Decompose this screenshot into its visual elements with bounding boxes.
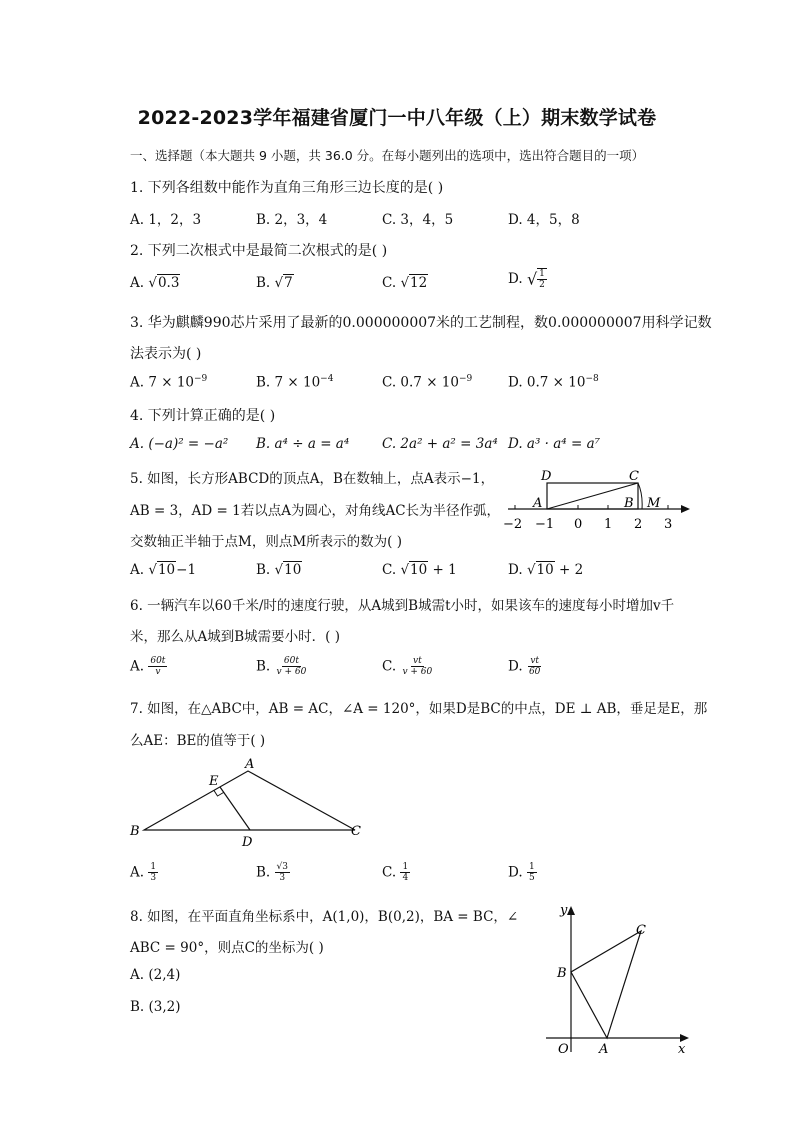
origin-label-o: O bbox=[558, 1042, 569, 1057]
axis-label-x: x bbox=[678, 1042, 686, 1057]
radicand: 0.3 bbox=[157, 275, 180, 291]
sqrt-symbol: √10 bbox=[400, 562, 428, 578]
question-1-option-a[interactable]: A. 1，2，3 bbox=[130, 212, 202, 228]
question-3-option-c[interactable]: C. $0.7 \times 10^{-9}$ bbox=[382, 374, 473, 391]
section-heading: 一、选择题（本大题共 9 小题，共 36.0 分。在每小题列出的选项中，选出符合题目的一项） bbox=[130, 148, 645, 163]
fraction: $\frac{vt}{v + 60}$ bbox=[402, 656, 433, 677]
arc bbox=[638, 483, 642, 509]
question-5-stem-line3: 交数轴正半轴于点M，则点M所表示的数为( ) bbox=[130, 534, 402, 550]
question-2-stem: 2. 下列二次根式中是最简二次根式的是( ) bbox=[130, 243, 388, 259]
page-title: 2022-2023学年福建省厦门一中八年级（上）期末数学试卷 bbox=[137, 107, 657, 129]
question-6-option-a[interactable]: A. $\frac{60t}{v}$ bbox=[130, 656, 166, 677]
option-label: B. bbox=[256, 275, 271, 291]
question-8-option-b[interactable]: B. (3,2) bbox=[130, 999, 181, 1015]
question-8-stem-line1: 8. 如图，在平面直角坐标系中，A(1,0)，B(0,2)，BA = BC，∠ bbox=[130, 909, 519, 925]
fraction: $\frac{60t}{v}$ bbox=[150, 656, 166, 677]
option-label: A. bbox=[130, 275, 145, 291]
arrow-icon bbox=[567, 906, 575, 915]
tick-label: −2 bbox=[503, 517, 523, 532]
axis-label-y: y bbox=[560, 903, 568, 918]
question-6-option-b[interactable]: B. $\frac{60t}{v + 60}$ bbox=[256, 656, 307, 677]
radicand: 7 bbox=[284, 275, 293, 291]
point-label-m: M bbox=[647, 496, 661, 511]
question-5-option-b[interactable]: B. √10 bbox=[256, 562, 302, 578]
question-2-option-b[interactable] bbox=[256, 275, 294, 291]
point-label-a: A bbox=[533, 496, 543, 511]
question-2-option-a[interactable] bbox=[130, 275, 180, 291]
arrow-icon bbox=[681, 505, 690, 513]
point-label-c: C bbox=[629, 469, 639, 484]
question-6-stem-line1: 6. 一辆汽车以60千米/时的速度行驶，从A城到B城需t小时，如果该车的速度每小时增加v千 bbox=[130, 598, 675, 614]
radicand: 12 bbox=[410, 275, 428, 291]
fraction: $\frac{1}{3}$ bbox=[150, 862, 157, 883]
question-7-option-d[interactable]: D. $\frac{1}{5}$ bbox=[508, 862, 535, 883]
question-6-option-c[interactable]: C. $\frac{vt}{v + 60}$ bbox=[382, 656, 433, 677]
question-7-option-c[interactable]: C. $\frac{1}{4}$ bbox=[382, 862, 409, 883]
sqrt-symbol: √10 bbox=[274, 562, 302, 578]
question-6-stem-line2: 米，那么从A城到B城需要小时．( ) bbox=[130, 629, 340, 645]
arrow-icon bbox=[680, 1034, 689, 1042]
question-3-stem-line2: 法表示为( ) bbox=[130, 346, 202, 362]
question-7-option-b[interactable]: B. $\frac{√3}{3}$ bbox=[256, 862, 288, 883]
question-5-option-a[interactable]: A. √10−1 bbox=[130, 562, 197, 578]
question-4-option-b[interactable]: B. a⁴ ÷ a = a⁴ bbox=[256, 436, 350, 452]
sqrt-symbol: √ bbox=[526, 269, 538, 289]
tick-label: 1 bbox=[604, 517, 613, 532]
fraction: $\frac{1}{4}$ bbox=[402, 862, 409, 883]
question-4-option-d[interactable]: D. a³ · a⁴ = a⁷ bbox=[508, 436, 601, 452]
question-3-stem-line1: 3. 华为麒麟990芯片采用了最新的0.000000007米的工艺制程，数0.000000007用科学记数 bbox=[130, 315, 712, 331]
question-2-option-d[interactable] bbox=[508, 268, 547, 290]
triangle-abc bbox=[571, 931, 641, 1038]
point-label-b: B bbox=[557, 966, 567, 981]
question-6-option-d[interactable]: D. $\frac{vt}{60}$ bbox=[508, 656, 541, 677]
sqrt-symbol: √12 bbox=[400, 275, 428, 291]
number-line-rectangle-figure bbox=[500, 466, 696, 536]
point-label-b: B bbox=[130, 824, 140, 839]
question-1-option-d[interactable]: D. 4，5，8 bbox=[508, 212, 580, 228]
tick-label: 3 bbox=[664, 517, 673, 532]
coordinate-plane-figure bbox=[540, 900, 696, 1060]
question-5-stem-line1: 5. 如图，长方形ABCD的顶点A，B在数轴上，点A表示−1， bbox=[130, 471, 495, 487]
question-1-stem: 1. 下列各组数中能作为直角三角形三边长度的是( ) bbox=[130, 180, 444, 196]
right-angle-mark bbox=[214, 791, 224, 797]
sqrt-symbol: √0.3 bbox=[148, 275, 180, 291]
point-label-d: D bbox=[242, 835, 253, 850]
point-label-d: D bbox=[541, 469, 552, 484]
fraction: $\frac{1}{5}$ bbox=[528, 862, 535, 883]
question-7-option-a[interactable]: A. $\frac{1}{3}$ bbox=[130, 862, 157, 883]
question-3-option-a[interactable]: A. $7 \times 10^{-9}$ bbox=[130, 374, 208, 391]
question-5-stem-line2: AB = 3，AD = 1若以点A为圆心，对角线AC长为半径作弧， bbox=[130, 503, 501, 519]
question-1-option-b[interactable]: B. 2，3，4 bbox=[256, 212, 328, 228]
triangle-abc-figure bbox=[126, 756, 376, 852]
point-label-c: C bbox=[636, 923, 646, 938]
question-4-stem: 4. 下列计算正确的是( ) bbox=[130, 408, 276, 424]
radicand-fraction: $\frac{1}{2}$ bbox=[539, 269, 545, 290]
question-7-stem-line1: 7. 如图，在△ABC中，AB = AC，∠A = 120°，如果D是BC的中点，DE ⊥ AB，垂足是E，那 bbox=[130, 701, 708, 717]
point-label-e: E bbox=[209, 774, 219, 789]
question-3-option-b[interactable]: B. $7 \times 10^{-4}$ bbox=[256, 374, 334, 391]
tick-label: 2 bbox=[634, 517, 643, 532]
point-label-a: A bbox=[599, 1042, 609, 1057]
sqrt-symbol: √10 bbox=[526, 562, 554, 578]
tick-label: −1 bbox=[535, 517, 555, 532]
question-8-option-a[interactable]: A. (2,4) bbox=[130, 967, 181, 983]
triangle-abc bbox=[144, 771, 355, 830]
question-5-option-d[interactable]: D. √10 + 2 bbox=[508, 562, 584, 578]
segment-de bbox=[220, 787, 250, 830]
point-label-b: B bbox=[624, 496, 634, 511]
fraction: $\frac{vt}{60}$ bbox=[528, 656, 541, 677]
fraction: $\frac{√3}{3}$ bbox=[276, 862, 288, 883]
fraction: $\frac{60t}{v + 60}$ bbox=[276, 656, 307, 677]
question-8-stem-line2: ABC = 90°，则点C的坐标为( ) bbox=[130, 940, 324, 956]
question-4-option-c[interactable]: C. 2a² + a² = 3a⁴ bbox=[382, 436, 498, 452]
option-label: D. bbox=[508, 271, 523, 287]
option-label: C. bbox=[382, 275, 397, 291]
sqrt-symbol: √10 bbox=[148, 562, 176, 578]
question-7-stem-line2: 么AE：BE的值等于( ) bbox=[130, 733, 266, 749]
point-label-a: A bbox=[245, 757, 255, 772]
tick-label: 0 bbox=[574, 517, 583, 532]
question-4-option-a[interactable]: A. (−a)² = −a² bbox=[130, 436, 229, 452]
question-5-option-c[interactable]: C. √10 + 1 bbox=[382, 562, 457, 578]
point-label-c: C bbox=[351, 824, 361, 839]
sqrt-symbol: √7 bbox=[274, 275, 293, 291]
question-1-option-c[interactable]: C. 3，4，5 bbox=[382, 212, 454, 228]
question-3-option-d[interactable]: D. $0.7 \times 10^{-8}$ bbox=[508, 374, 599, 391]
question-2-option-c[interactable] bbox=[382, 275, 428, 291]
